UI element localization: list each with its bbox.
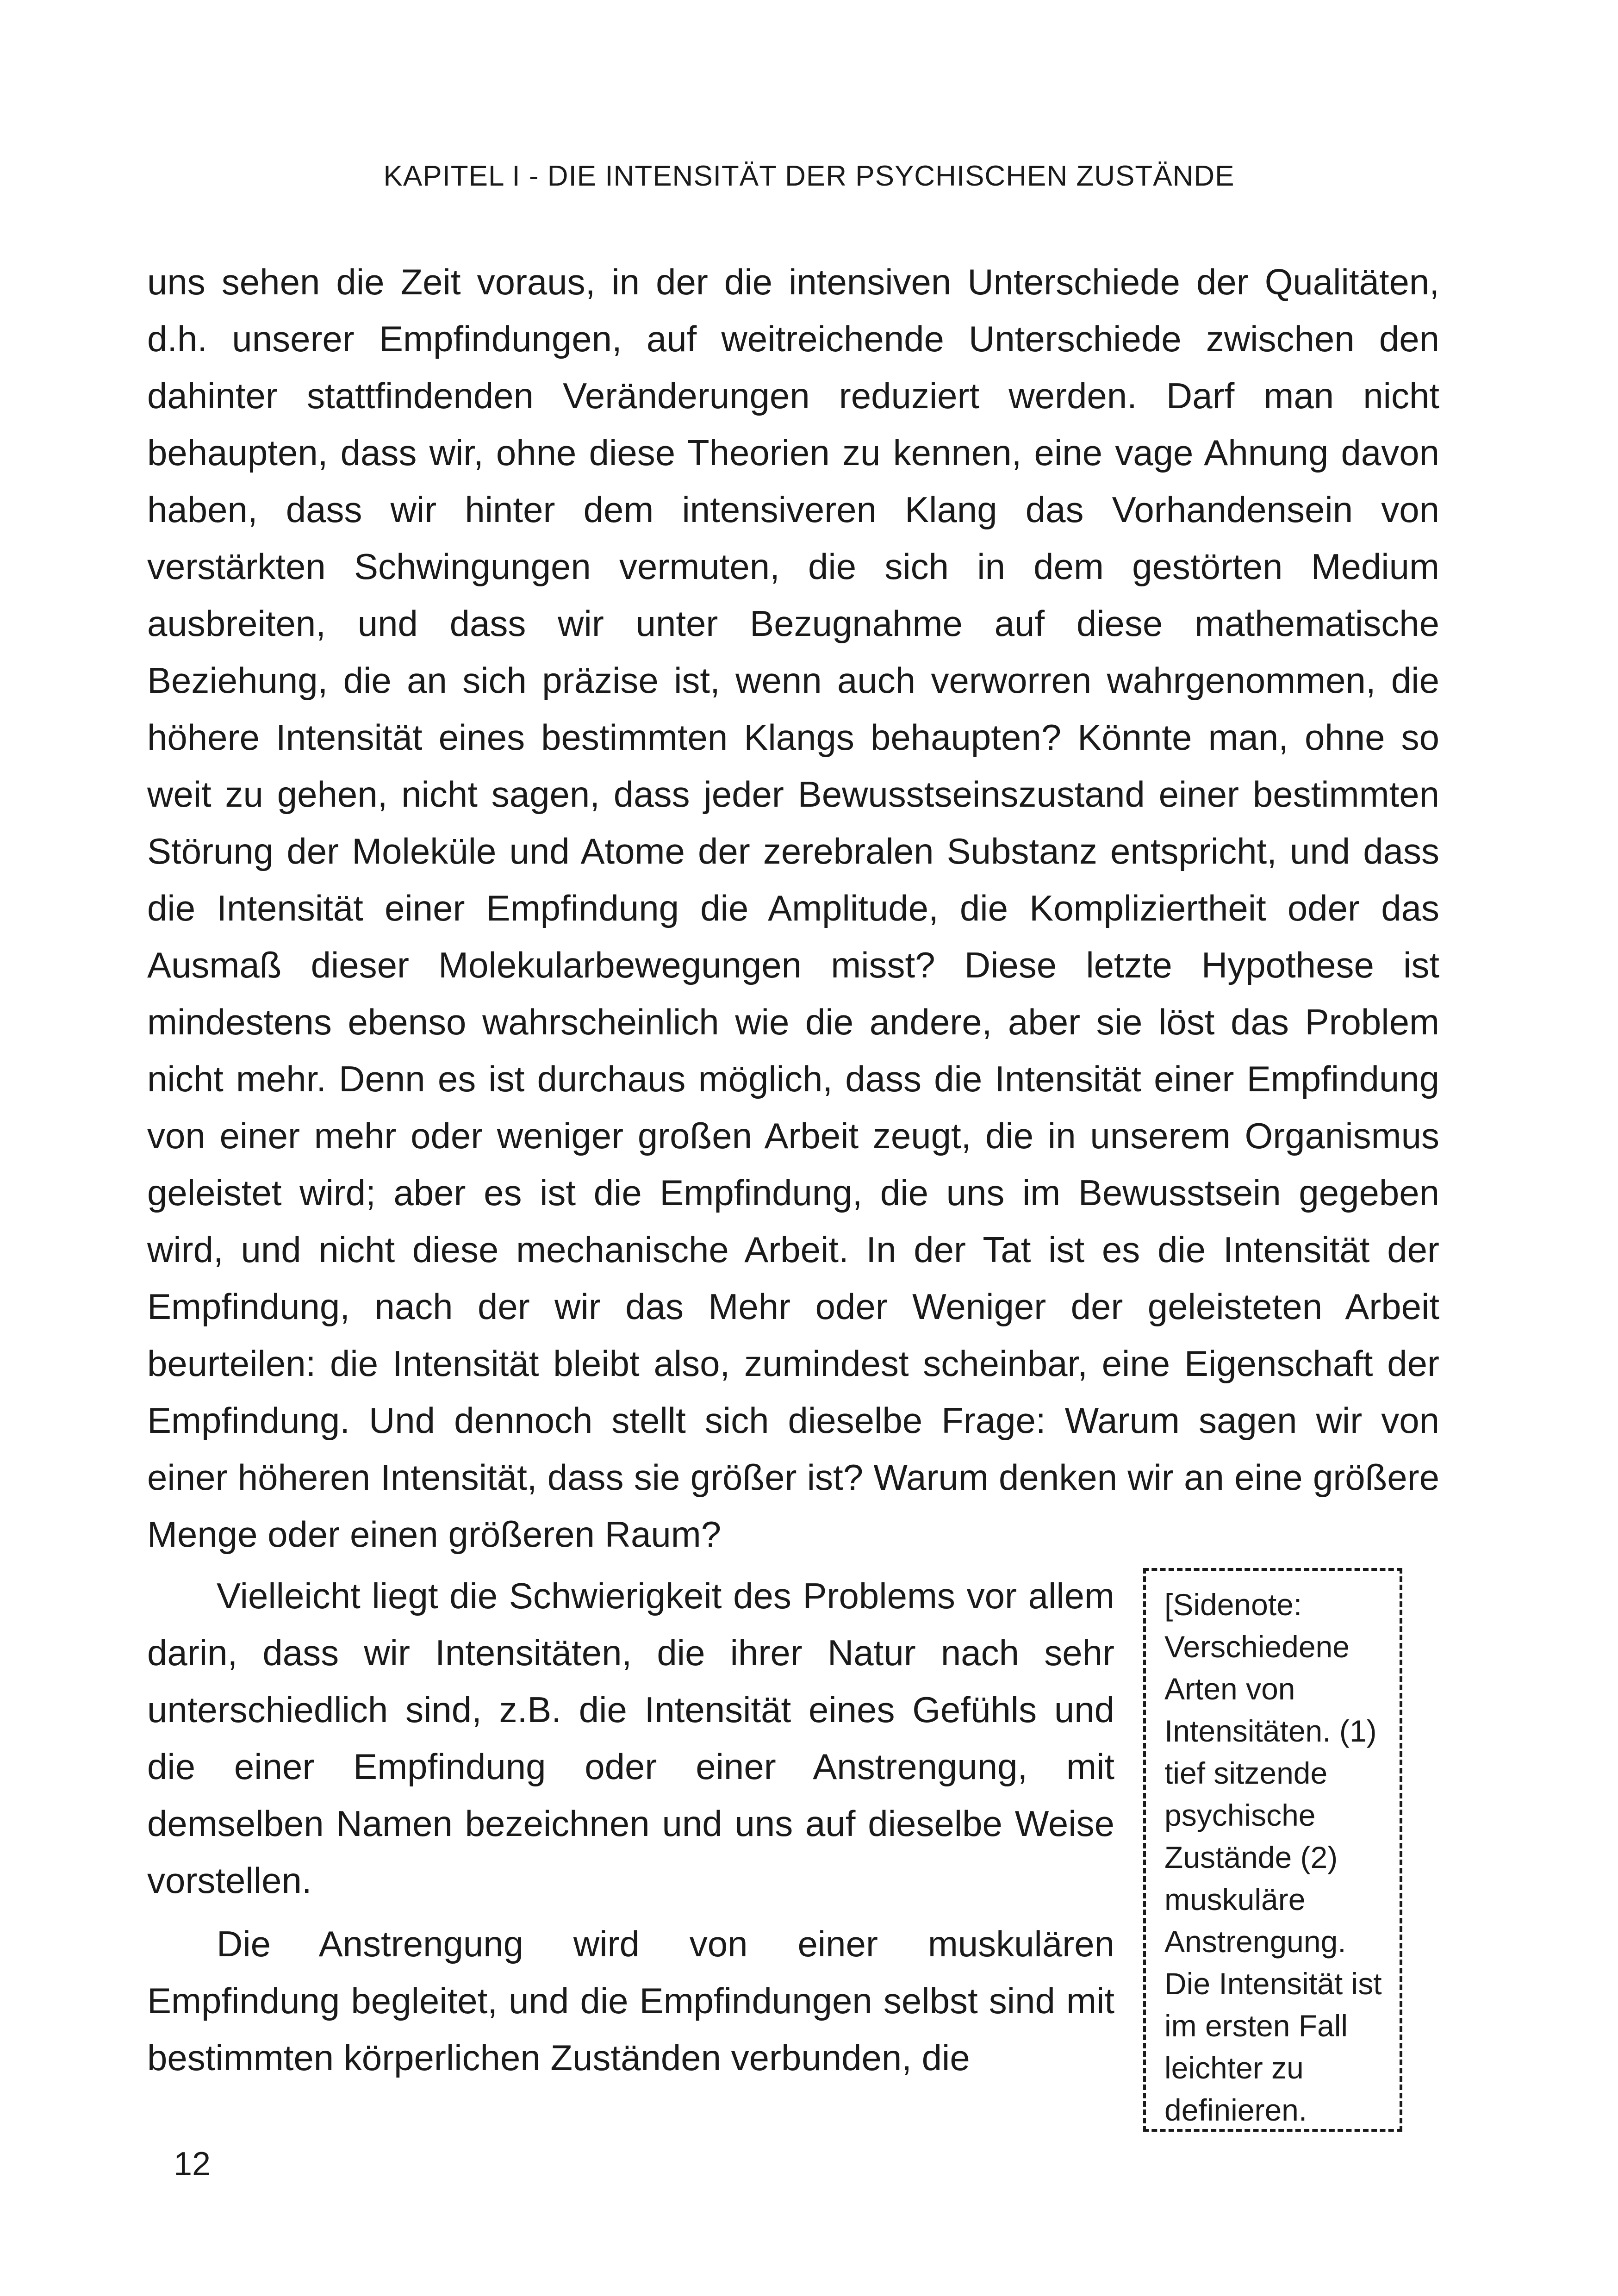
sidenote-box: [1143, 1568, 1402, 2132]
page-number: 12: [174, 2146, 211, 2183]
running-header: KAPITEL I - DIE INTENSITÄT DER PSYCHISCHEN ZUSTÄNDE: [383, 160, 1235, 192]
body-paragraph-2: Vielleicht liegt die Schwierigkeit des Problems vor allem darin, dass wir Intensitäten, die ihrer Natur nach sehr unterschiedlich sind, z.B. die Intensität eines Gefühls und die einer Empfindung oder einer Anstrengung, mit demselben Namen bezeichnen und uns auf dieselbe Weise vorstellen.: [147, 1575, 1114, 1901]
sidenote-text: [Sidenote: Verschiedene Arten von Intensitäten. (1) tief sitzende psychische Zustände (2) muskuläre Anstrengung. Die Intensität ist im ersten Fall leichter zu definieren.: [1164, 1587, 1382, 2127]
lower-text-column: [147, 1568, 1114, 2086]
body-paragraph-3: Die Anstrengung wird von einer muskulären Empfindung begleitet, und die Empfindungen selbst sind mit bestimmten körperlichen Zuständen verbunden, die: [147, 1923, 1114, 2078]
body-paragraph-1: uns sehen die Zeit voraus, in der die intensiven Unterschiede der Qualitäten, d.h. unserer Empfindungen, auf weitreichende Unterschiede zwischen den dahinter stattfindenden Veränderungen reduziert werden. Darf man nicht behaupten, dass wir, ohne diese Theorien zu kennen, eine vage Ahnung davon haben, dass wir hinter dem intensiveren Klang das Vorhandensein von verstärkten Schwingungen vermuten, die sich in dem gestörten Medium ausbreiten, und dass wir unter Bezugnahme auf diese mathematische Beziehung, die an sich präzise ist, wenn auch verworren wahrgenommen, die höhere Intensität eines bestimmten Klangs behaupten? Könnte man, ohne so weit zu gehen, nicht sagen, dass jeder Bewusstseinszustand einer bestimmten Störung der Moleküle und Atome der zerebralen Substanz entspricht, und dass die Intensität einer Empfindung die Amplitude, die Kompliziertheit oder das Ausmaß dieser Molekularbewegungen misst? Diese letzte Hypothese ist mindestens ebenso wahrscheinlich wie die andere, aber sie löst das Problem nicht mehr. Denn es ist durchaus möglich, dass die Intensität einer Empfindung von einer mehr oder weniger großen Arbeit zeugt, die in unserem Organismus geleistet wird; aber es ist die Empfindung, die uns im Bewusstsein gegeben wird, und nicht diese mechanische Arbeit. In der Tat ist es die Intensität der Empfindung, nach der wir das Mehr oder Weniger der geleisteten Arbeit beurteilen: die Intensität bleibt also, zumindest scheinbar, eine Eigenschaft der Empfindung. Und dennoch stellt sich dieselbe Frage: Warum sagen wir von einer höheren Intensität, dass sie größer ist? Warum denken wir an eine größere Menge oder einen größeren Raum?: [147, 261, 1439, 1555]
